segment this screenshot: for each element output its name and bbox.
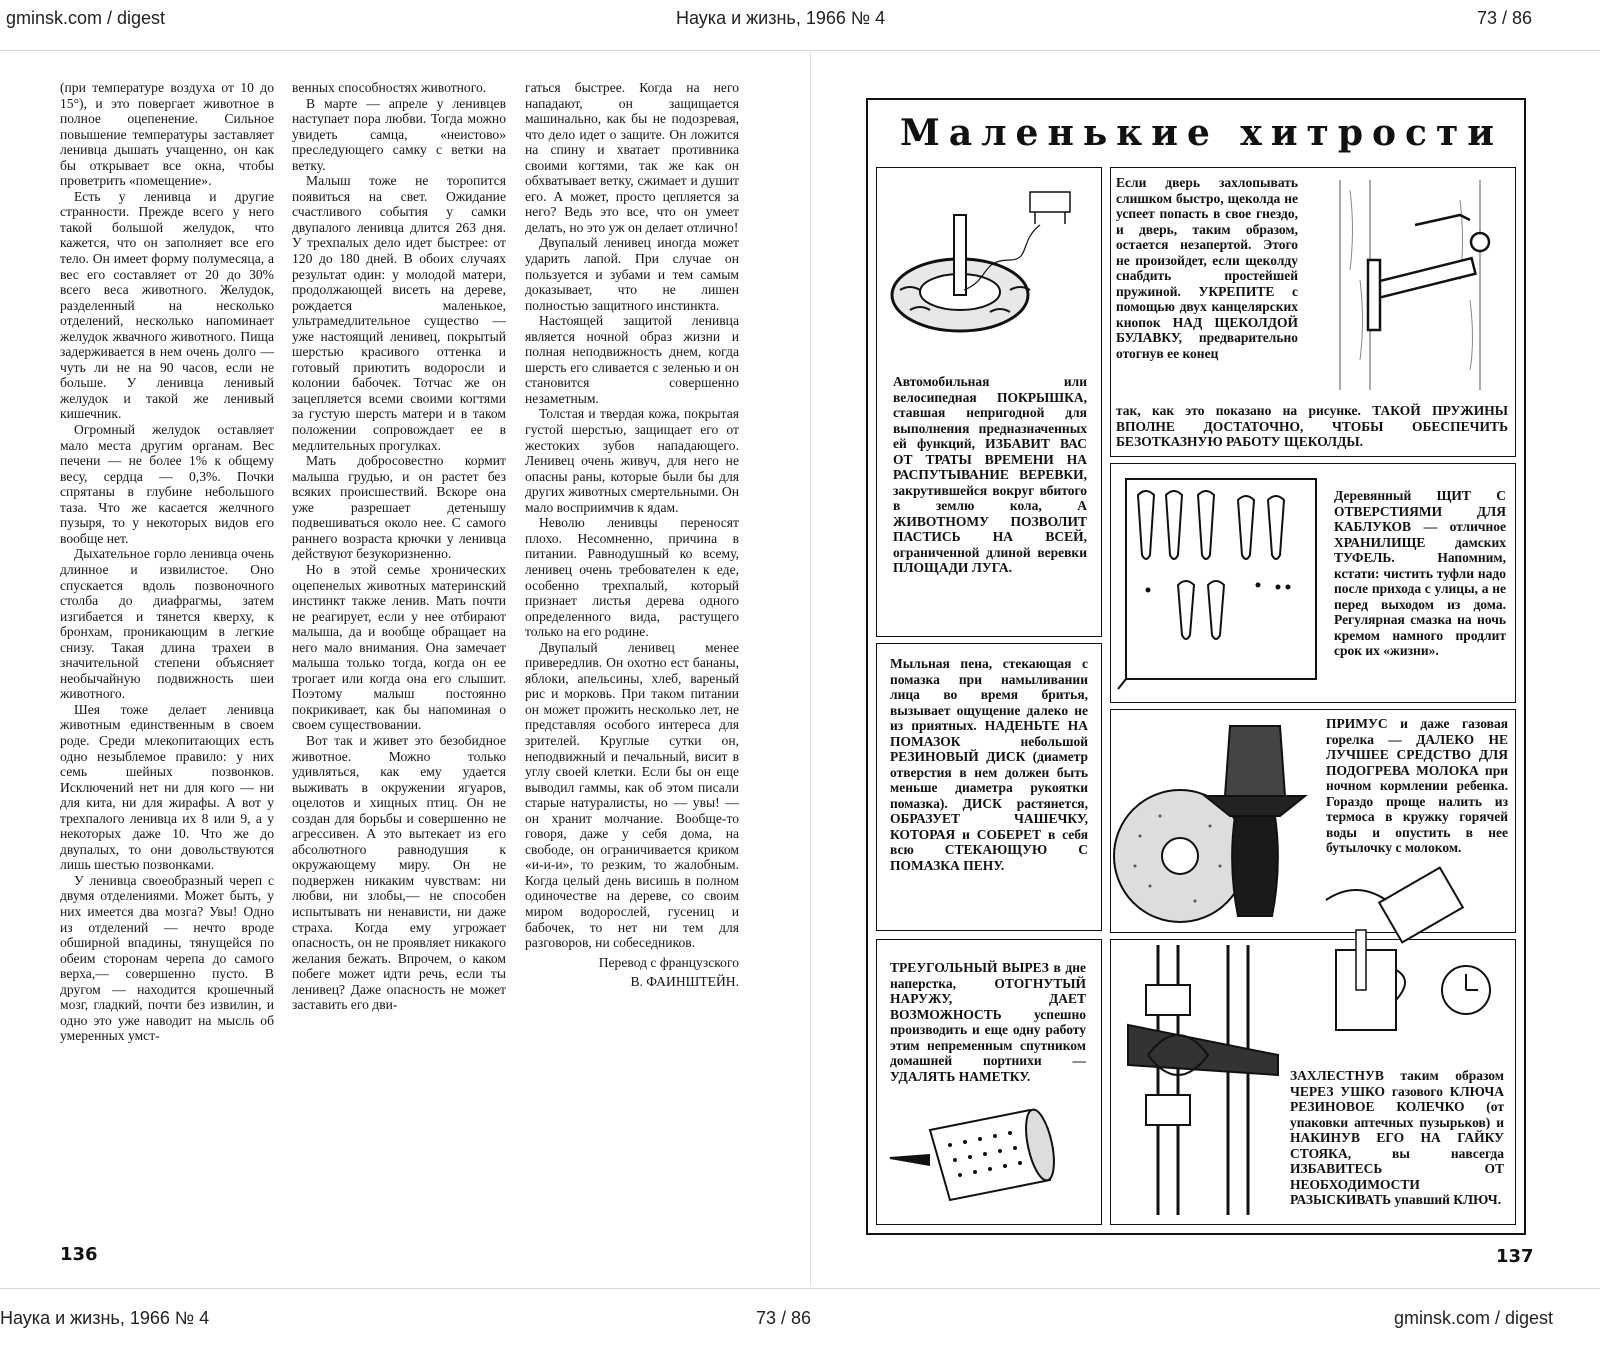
tip-text-thimble: ТРЕУГОЛЬНЫЙ ВЫРЕЗ в дне наперстка, ОТОГНУТЫЙ НАРУЖУ, ДАЕТ ВОЗМОЖНОСТЬ успешно производить и еще одну работу этим непременным спутником домашней портнихи — УДАЛЯТЬ НАМЕТКУ. <box>890 960 1086 1084</box>
header-page-counter: 73 / 86 <box>1477 8 1533 28</box>
tip-text-latch: Если дверь захлопывать слишком быстро, щеколда не успеет попасть в свое гнездо, и дверь, таким образом, остается незапертой. Этого не произойдет, если щеколду снабдить простейшей пружиной. УКРЕПИТЕ с помощью двух канцелярских кнопок НАД ЩЕКОЛДОЙ БУЛАВКУ, предварительно отогнув ее конец <box>1116 175 1298 361</box>
tip-text-shoes: Деревянный ЩИТ С ОТВЕРСТИЯМИ ДЛЯ КАБЛУКОВ — отличное ХРАНИЛИЩЕ дамских ТУФЕЛЬ. Напомним, кстати: чистить туфли надо после прихода с улицы, а не перед выходом из дома. Регулярная смазка на ночь кремом намного продлит срок их «жизни». <box>1334 488 1506 658</box>
tip-text-primus: ПРИМУС и даже газовая горелка — ДАЛЕКО НЕ ЛУЧШЕЕ СРЕДСТВО ДЛЯ ПОДОГРЕВА МОЛОКА при ночном кормлении ребенка. Гораздо проще налить из термоса в кружку горячей воды и опустить в нее бутылочку с молоком. <box>1326 716 1508 855</box>
paragraph: Толстая и твердая кожа, покрытая густой шерстью, защищает его от жестоких зубов нападающего. Ленивец очень живуч, для него не опасны раны, которые были бы для других животных смертельными. Он мало восприимчив к ядам. <box>525 406 739 515</box>
footer-issue: Наука и жизнь, 1966 № 4 <box>0 1308 210 1328</box>
shoe-rack-icon <box>1118 475 1323 695</box>
article-column-1 <box>60 80 274 1240</box>
door-latch-icon <box>1320 180 1510 390</box>
paragraph: Огромный желудок оставляет мало места другим органам. Вес печени — не более 1% к общему весу, сердца — 0,3%. Почки спрятаны в глубине небольшого таза. Что же касается желчного пузыря, то у некоторых видов его вообще нет. <box>60 422 274 546</box>
footer-divider <box>0 1288 1600 1289</box>
footer-site[interactable]: gminsk.com / digest <box>1394 1308 1554 1328</box>
paragraph: (при температуре воздуха от 10 до 15°), и это повергает животное в полное оцепенение. Сильное повышение температуры заставляет ленивца дышать учащенно, он как бы открывает все окна, чтобы проветрить «помещение». <box>60 80 274 189</box>
paragraph: Дыхательное горло ленивца очень длинное и извилистое. Оно спускается вдоль позвоночного столба до диафрагмы, затем изгибается и тянется кверху, к бронхам, проникающим в легкие снизу. Такая длина трахеи в значительной степени объясняет необычайную подвижность шеи животного. <box>60 546 274 702</box>
article-column-3 <box>525 80 739 1240</box>
paragraph: Есть у ленивца и другие странности. Прежде всего у него такой большой желудок, что кажется, что он заполняет все его тело. Он имеет форму полумесяца, а вес его составляет от 20 до 30% всего веса животного. Желудок, разделенный на несколько отделений, несколько напоминает желудок жвачного животного. Пища задерживается в нем очень долго — чуть ли не на 90 часов, если не больше. У ленивца ленивый желудок и такой же ленивый кишечник. <box>60 188 274 422</box>
paragraph: гаться быстрее. Когда на него нападают, он защищается машинально, как бы не подозревая, что дело идет о защите. Он ложится на спину и хватает противника своими когтями, так же как он обхватывает ветку, сжимает и душит его. А может, просто цепляется за него? Ведь это все, что он умеет делать, но это уж он делает отлично! <box>525 80 739 235</box>
article-column-2 <box>292 80 506 1240</box>
paragraph: Шея тоже делает ленивца животным единственным в своем роде. Среди млекопитающих есть одно незыблемое правило: у них семь шейных позвонков. Исключений нет ни для кого — ни для кита, ни для жирафы. А вот у трехпалого ленивца их 8 или 9, а у некоторых даже 10. Что же до двупалых, то они довольствуются лишь шестью позвонками. <box>60 701 274 873</box>
shaving-brush-disc-icon <box>1110 716 1320 928</box>
page-number-right: 137 <box>1496 1246 1534 1267</box>
tip-text-tire: Автомобильная или велосипедная ПОКРЫШКА, ставшая непригодной для выполнения предназначенных ей функций, ИЗБАВИТ ВАС ОТ ТРАТЫ ВРЕМЕНИ НА РАСПУТЫВАНИЕ ВЕРЕВКИ, закрутившейся вокруг вбитого в землю кола, А ЖИВОТНОМУ ПОЗВОЛИТ ПАСТИСЬ НА ВСЕЙ, ограниченной длиной веревки ПЛОЩАДИ ЛУГА. <box>893 374 1087 575</box>
tip-text-wrench: ЗАХЛЕСТНУВ таким образом ЧЕРЕЗ УШКО газового КЛЮЧА РЕЗИНОВОЕ КОЛЕЧКО (от упаковки аптечных пузырьков) и НАКИНУВ ЕГО НА ГАЙКУ СТОЯКА, вы навсегда ИЗБАВИТЕСЬ ОТ НЕОБХОДИМОСТИ РАЗЫСКИВАТЬ упавший КЛЮЧ. <box>1290 1068 1504 1207</box>
paragraph: Настоящей защитой ленивца является ночной образ жизни и полная неподвижность днем, когда шерсть его сливается с зеленью и он становится совершенно незаметным. <box>525 313 739 406</box>
page-title: Маленькие хитрости <box>900 112 1503 154</box>
paragraph: В марте — апреле у ленивцев наступает пора любви. Тогда можно увидеть самца, «неистово» преследующего самку с ветки на ветку. <box>292 95 506 173</box>
translator-line: Перевод с французского <box>598 954 739 970</box>
page-number-left: 136 <box>60 1244 98 1265</box>
paragraph: Двупалый ленивец иногда может ударить лапой. При случае он пользуется и зубами и тем самым доказывает, что не лишен полностью защитного инстинкта. <box>525 235 739 313</box>
paragraph: Мать добросовестно кормит малыша грудью, и он растет без всяких происшествий. Вскоре она уже разрешает детенышу подвешиваться около нее. С самого раннего возраста крючки у ленивца действуют безукоризненно. <box>292 453 506 562</box>
footer-page-counter: 73 / 86 <box>756 1308 812 1328</box>
tip-text-latch-continued: так, как это показано на рисунке. ТАКОЙ ПРУЖИНЫ ВПОЛНЕ ДОСТАТОЧНО, ЧТОБЫ ОБЕСПЕЧИТЬ БЕЗОТКАЗНУЮ РАБОТУ ЩЕКОЛДЫ. <box>1116 403 1508 449</box>
pipe-wrench-icon <box>1118 945 1288 1215</box>
spread-gutter <box>810 52 811 1286</box>
thermos-mug-clock-icon-lower <box>1316 930 1512 1048</box>
paragraph: Неволю ленивцы переносят плохо. Несомненно, причина в питании. Равнодушный ко всему, ленивец очень требователен к еде, особенно трехпалый, который признает листья дерева одного определенного вида, растущего только на его родине. <box>525 515 739 640</box>
thermos-mug-clock-icon <box>1326 880 1512 930</box>
paragraph: венных способностях животного. <box>292 80 487 95</box>
header-site[interactable]: gminsk.com / digest <box>6 8 166 28</box>
paragraph: Малыш тоже не торопится появиться на свет. Ожидание счастливого события у самки двупалого ленивца длится 263 дня. У трехпалых дело идет быстрее: от 120 до 180 дней. В обоих случаях результат один: у молодой матери, продолжающей висеть на дереве, рождается маленькое, ультрамедлительное существо — уже настоящий ленивец, покрытый шерстью красивого оттенка и готовый приютить водоросли и колонии бабочек. Тотчас же он зацепляется всеми своими когтями за густую шерсть матери и в таком положении сопровождает ее в медлительных прогулках. <box>292 173 506 453</box>
header-issue: Наука и жизнь, 1966 № 4 <box>676 8 886 28</box>
translator-name: В. ФАИНШТЕЙН. <box>630 974 739 990</box>
paragraph: Но в этой семье хронических оцепенелых животных материнский инстинкт также ленив. Мать почти не реагирует, если у нее отбирают малыша, да и вообще обращает на него мало внимания. Она замечает малыша только тогда, когда он ее трогает или когда она его слышит. Поэтому малыш постоянно покрикивает, как бы напоминая о своем существовании. <box>292 561 506 733</box>
tire-and-stake-icon <box>880 180 1100 370</box>
thimble-icon <box>890 1100 1070 1210</box>
paragraph: У ленивца своеобразный череп с двумя отделениями. Может быть, у них имеется два мозга? Увы! Одно из отделений — нечто вроде обширной впадины, тянущейся по обеим сторонам черепа до самого верха,— совершенно пусто. В другом — находится крошечный мозг, гладкий, почти без извилин, и одно это уже наводит на мысль об умеренных умст- <box>60 872 274 1044</box>
paragraph: Вот так и живет это безобидное животное. Можно только удивляться, как ему удается выживать в окружении ягуаров, оцелотов и хищных птиц. Он не создан для борьбы и совершенно не агрессивен. А это вытекает из его абсолютного равнодушия к окружающему миру. Он не подвержен никаким чувствам: ни любви, ни злобы,— не способен испытывать ни ненависти, ни даже страха. Когда ему угрожает опасность, он не проявляет никакого желания бежать. Впрочем, о каком побеге может идти речь, если ты ленивец? Даже опасность не может заставить его дви- <box>292 732 506 1013</box>
paragraph: Двупалый ленивец менее привередлив. Он охотно ест бананы, яблоки, апельсины, хлеб, вареный рис и морковь. При таком питании он может прожить несколько лет, не представляя особого интереса для зрителей. Круглые сутки он, неподвижный и печальный, висит в углу своей клетки. Если бы он еще выводил гаммы, как об этом писали старые натуралисты, но — увы! — он хранит молчание. Вообще-то говоря, даже у себя дома, на свободе, он ограничивается криком «и-и-и», то резким, то жалобным. Когда целый день висишь в полном одиночестве на дереве, со своим миром водорослей, гусениц и бабочек, то нет ни тем для разговоров, ни собеседников. <box>525 639 739 951</box>
tip-text-brush: Мыльная пена, стекающая с помазка при намыливании лица во время бритья, вызывает ощущение далеко не из приятных. НАДЕНЬТЕ НА ПОМАЗОК небольшой РЕЗИНОВЫЙ ДИСК (диаметр отверстия в нем должен быть меньше диаметра рукоятки помазка). ДИСК растянется, ОБРАЗУЕТ ЧАШЕЧКУ, КОТОРАЯ и СОБЕРЕТ в себя всю СТЕКАЮЩУЮ С ПОМАЗКА ПЕНУ. <box>890 656 1088 873</box>
header-divider <box>0 50 1600 51</box>
